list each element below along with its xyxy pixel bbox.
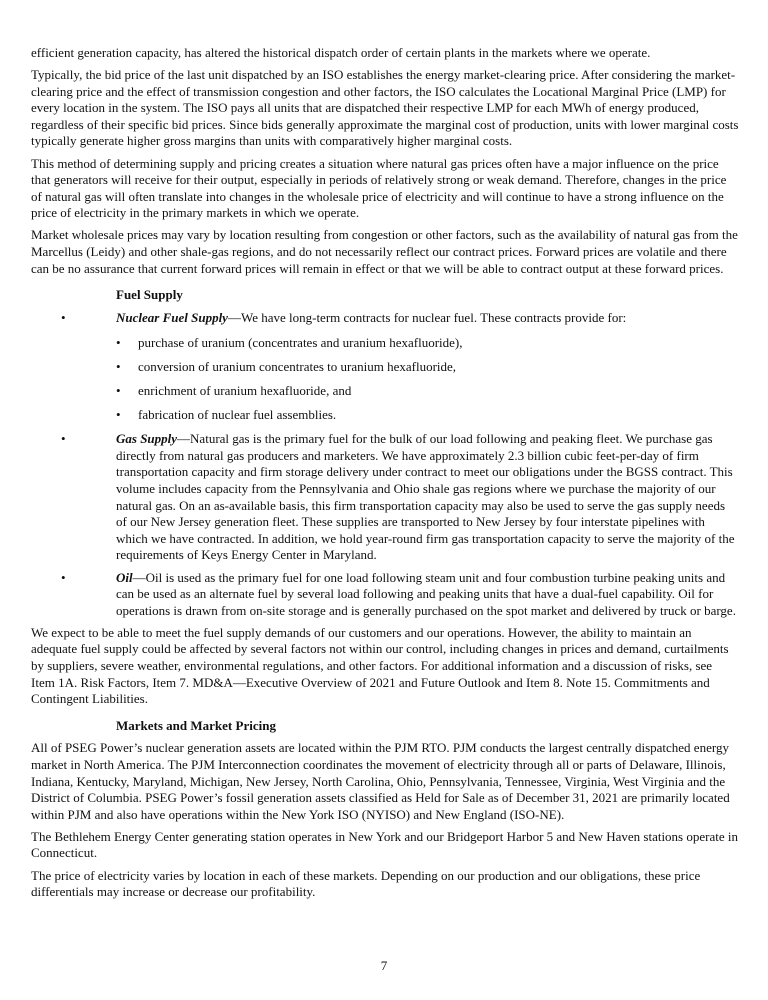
document-page	[31, 45, 739, 906]
bullet-icon: •	[61, 431, 66, 447]
paragraph: Typically, the bid price of the last unit dispatched by an ISO establishes the energy market-clearing price. After considering the market-clearing price and the effect of transmission congestion and other factors, the ISO calculates the Locational Marginal Price (LMP) for every location in the system. The ISO pays all units that are dispatched their respective LMP for each MWh of energy produced, regardless of their specific bid prices. Since bids generally approximate the marginal cost of production, units with lower marginal costs typically generate higher gross margins than units with comparatively higher marginal costs.	[31, 67, 739, 149]
bullet-text: —We have long-term contracts for nuclear fuel. These contracts provide for:	[227, 309, 627, 325]
bullet-icon: •	[61, 569, 66, 585]
bullet-gas-supply	[31, 431, 739, 564]
bullet-lead: Nuclear Fuel Supply	[116, 309, 228, 325]
bullet-icon: •	[116, 334, 121, 350]
sub-bullet	[31, 407, 739, 424]
bullet-text: —Natural gas is the primary fuel for the bulk of our load following and peaking fleet. We purchase gas directly from natural gas producers and marketers. We have approximately 2.3 billion cubic feet-per-day of firm transportation capacity and firm storage delivery under contract to meet our obligations under the BGSS contract. This volume includes capacity from the Pennsylvania and Ohio shale gas regions where we purchase the majority of our natural gas. On an as-available basis, this firm transportation capacity may also be used to serve the gas supply needs of our New Jersey generation fleet. These supplies are transported to New Jersey by four interstate pipelines with which we have contracted. In addition, we hold year-round firm gas transportation capacity to serve the majority of the requirements of Keys Energy Center in Maryland.	[116, 431, 735, 563]
section-heading-fuel-supply: Fuel Supply	[116, 287, 183, 303]
bullet-icon: •	[116, 383, 121, 399]
bullet-oil	[31, 570, 739, 620]
paragraph: All of PSEG Power’s nuclear generation assets are located within the PJM RTO. PJM conducts the largest centrally dispatched energy market in North America. The PJM Interconnection coordinates the movement of electricity through all or parts of Delaware, Illinois, Indiana, Kentucky, Maryland, Michigan, New Jersey, North Carolina, Ohio, Pennsylvania, Tennessee, Virginia, West Virginia and the District of Columbia. PSEG Power’s fossil generation assets classified as Held for Sale as of December 31, 2021 are primarily located within PJM and also have operations within the New York ISO (NYISO) and New England (ISO-NE).	[31, 740, 730, 822]
paragraph: The price of electricity varies by location in each of these markets. Depending on our production and our obligations, these price differentials may increase or decrease our profitability.	[31, 867, 701, 900]
paragraph: The Bethlehem Energy Center generating station operates in New York and our Bridgeport Harbor 5 and New Haven stations operate in Connecticut.	[31, 828, 738, 861]
sub-bullet-text: enrichment of uranium hexafluoride, and	[138, 383, 352, 399]
bullet-lead: Gas Supply	[116, 431, 178, 447]
sub-bullet-text: conversion of uranium concentrates to uranium hexafluoride,	[138, 359, 457, 374]
sub-bullet	[31, 335, 739, 352]
paragraph: We expect to be able to meet the fuel supply demands of our customers and our operations. However, the ability to maintain an adequate fuel supply could be affected by several factors not within our control, including changes in prices and demand, curtailments by suppliers, severe weather, environmental regulations, and other factors. For additional information and a discussion of risks, see Item 1A. Risk Factors, Item 7. MD&A—Executive Overview of 2021 and Future Outlook and Item 8. Note 15. Commitments and Contingent Liabilities.	[31, 624, 729, 707]
paragraph: This method of determining supply and pricing creates a situation where natural gas prices often have a major influence on the price that generators will receive for their output, especially in periods of relatively strong or weak demand. Therefore, changes in the price of natural gas will often translate into changes in the wholesale price of electricity and will continue to have a strong influence on the price of electricity in the primary markets in which we operate.	[31, 155, 727, 221]
bullet-nuclear-fuel-supply	[31, 310, 739, 327]
section-heading-markets: Markets and Market Pricing	[116, 717, 276, 733]
sub-bullet-text: purchase of uranium (concentrates and uranium hexafluoride),	[138, 334, 463, 350]
bullet-icon: •	[61, 309, 66, 325]
bullet-lead: Oil	[116, 569, 133, 585]
bullet-icon: •	[116, 359, 121, 374]
sub-bullet	[31, 383, 739, 400]
page-number: 7	[380, 958, 388, 973]
sub-bullet	[31, 359, 739, 376]
paragraph: efficient generation capacity, has altered the historical dispatch order of certain plants in the markets where we operate.	[31, 45, 651, 60]
paragraph: Market wholesale prices may vary by location resulting from congestion or other factors, such as the availability of natural gas from the Marcellus (Leidy) and other shale-gas regions, and do not necessarily reflect our contract prices. Forward prices are volatile and there can be no assurance that current forward prices will remain in effect or that we will be able to contract output at these forward prices.	[31, 227, 738, 276]
bullet-icon: •	[116, 407, 121, 423]
sub-bullet-text: fabrication of nuclear fuel assemblies.	[138, 407, 337, 423]
bullet-text: —Oil is used as the primary fuel for one load following steam unit and four combustion turbine peaking units and can be used as an alternate fuel by several load following and peaking units that have a dual-fuel capability. Oil for operations is drawn from on-site storage and is generally purchased on the spot market and delivered by truck or barge.	[116, 569, 736, 618]
